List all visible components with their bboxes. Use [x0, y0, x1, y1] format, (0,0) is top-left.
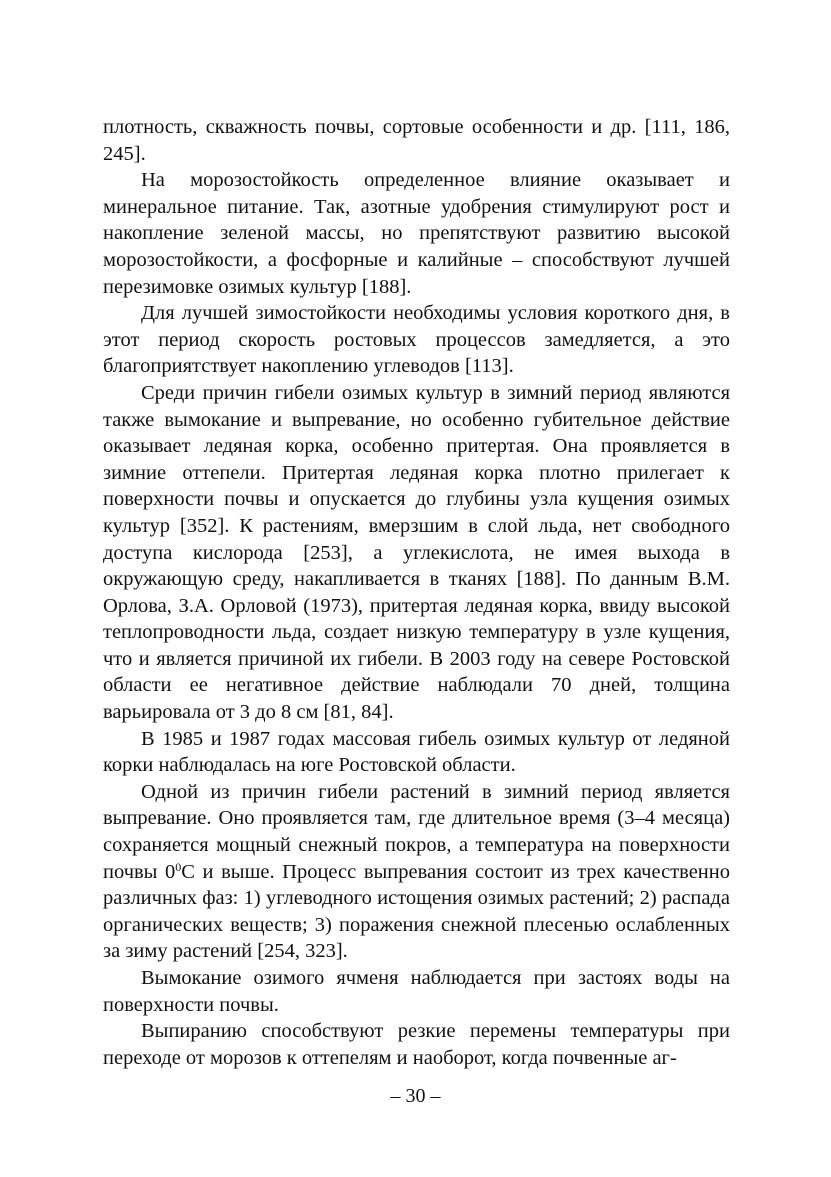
- paragraph: В 1985 и 1987 годах массовая гибель озимых культур от ледяной корки наблюдалась на юге Ростовской области.: [103, 727, 730, 777]
- body-text: [103, 114, 730, 1071]
- paragraph: Для лучшей зимостойкости необходимы условия короткого дня, в этот период скорость ростовых процессов замедляется, а это благоприятствует накоплению углеводов [113].: [103, 302, 730, 378]
- paragraph: Среди причин гибели озимых культур в зимний период являются также вымокание и выпревание, но особенно губительное действие оказывает ледяная корка, особенно притертая. Она проявляется в зимние оттепели. Притертая ледяная корка плотно прилегает к поверхности почвы и опускается до глубины узла кущения озимых культур [352]. К растениям, вмерзшим в слой льда, нет свободного доступа кислорода [253], а углекислота, не имея выхода в окружающую среду, накапливается в тканях [188]. По данным В.М. Орлова, З.А. Орловой (1973), притертая ледяная корка, ввиду высокой теплопроводности льда, создает низкую температуру в узле кущения, что и является причиной их гибели. В 2003 году на севере Ростовской области ее негативное действие наблюдали 70 дней, толщина варьировала от 3 до 8 см [81, 84].: [103, 381, 730, 724]
- degree-superscript: 0: [175, 859, 182, 874]
- paragraph-with-superscript: [103, 779, 730, 965]
- paragraph-text-after: С и выше. Процесс выпревания состоит из трех качественно различных фаз: 1) углеводного истощения озимых растений; 2) распада органических веществ; 3) поражения снежной плесенью ослабленных за зиму растений [254, 323].: [103, 860, 731, 963]
- page-number: – 30 –: [390, 1085, 441, 1107]
- paragraph: На морозостойкость определенное влияние оказывает и минеральное питание. Так, азотные удобрения стимулируют рост и накопление зеленой массы, но препятствуют развитию высокой морозостойкости, а фосфорные и калийные – способствуют лучшей перезимовке озимых культур [188].: [103, 169, 730, 298]
- paragraph-text-before: Одной из причин гибели растений в зимний период является выпревание. Оно проявляется там, где длительное время (3–4 месяца) сохраняется мощный снежный покров, а температура на поверхности почвы 0: [103, 780, 730, 883]
- paragraph: Выпиранию способствуют резкие перемены температуры при переходе от морозов к оттепелям и наоборот, когда почвенные аг-: [103, 1020, 730, 1069]
- paragraph: Вымокание озимого ячменя наблюдается при застоях воды на поверхности почвы.: [103, 967, 730, 1016]
- paragraph: плотность, скважность почвы, сортовые особенности и др. [111, 186, 245].: [103, 116, 730, 165]
